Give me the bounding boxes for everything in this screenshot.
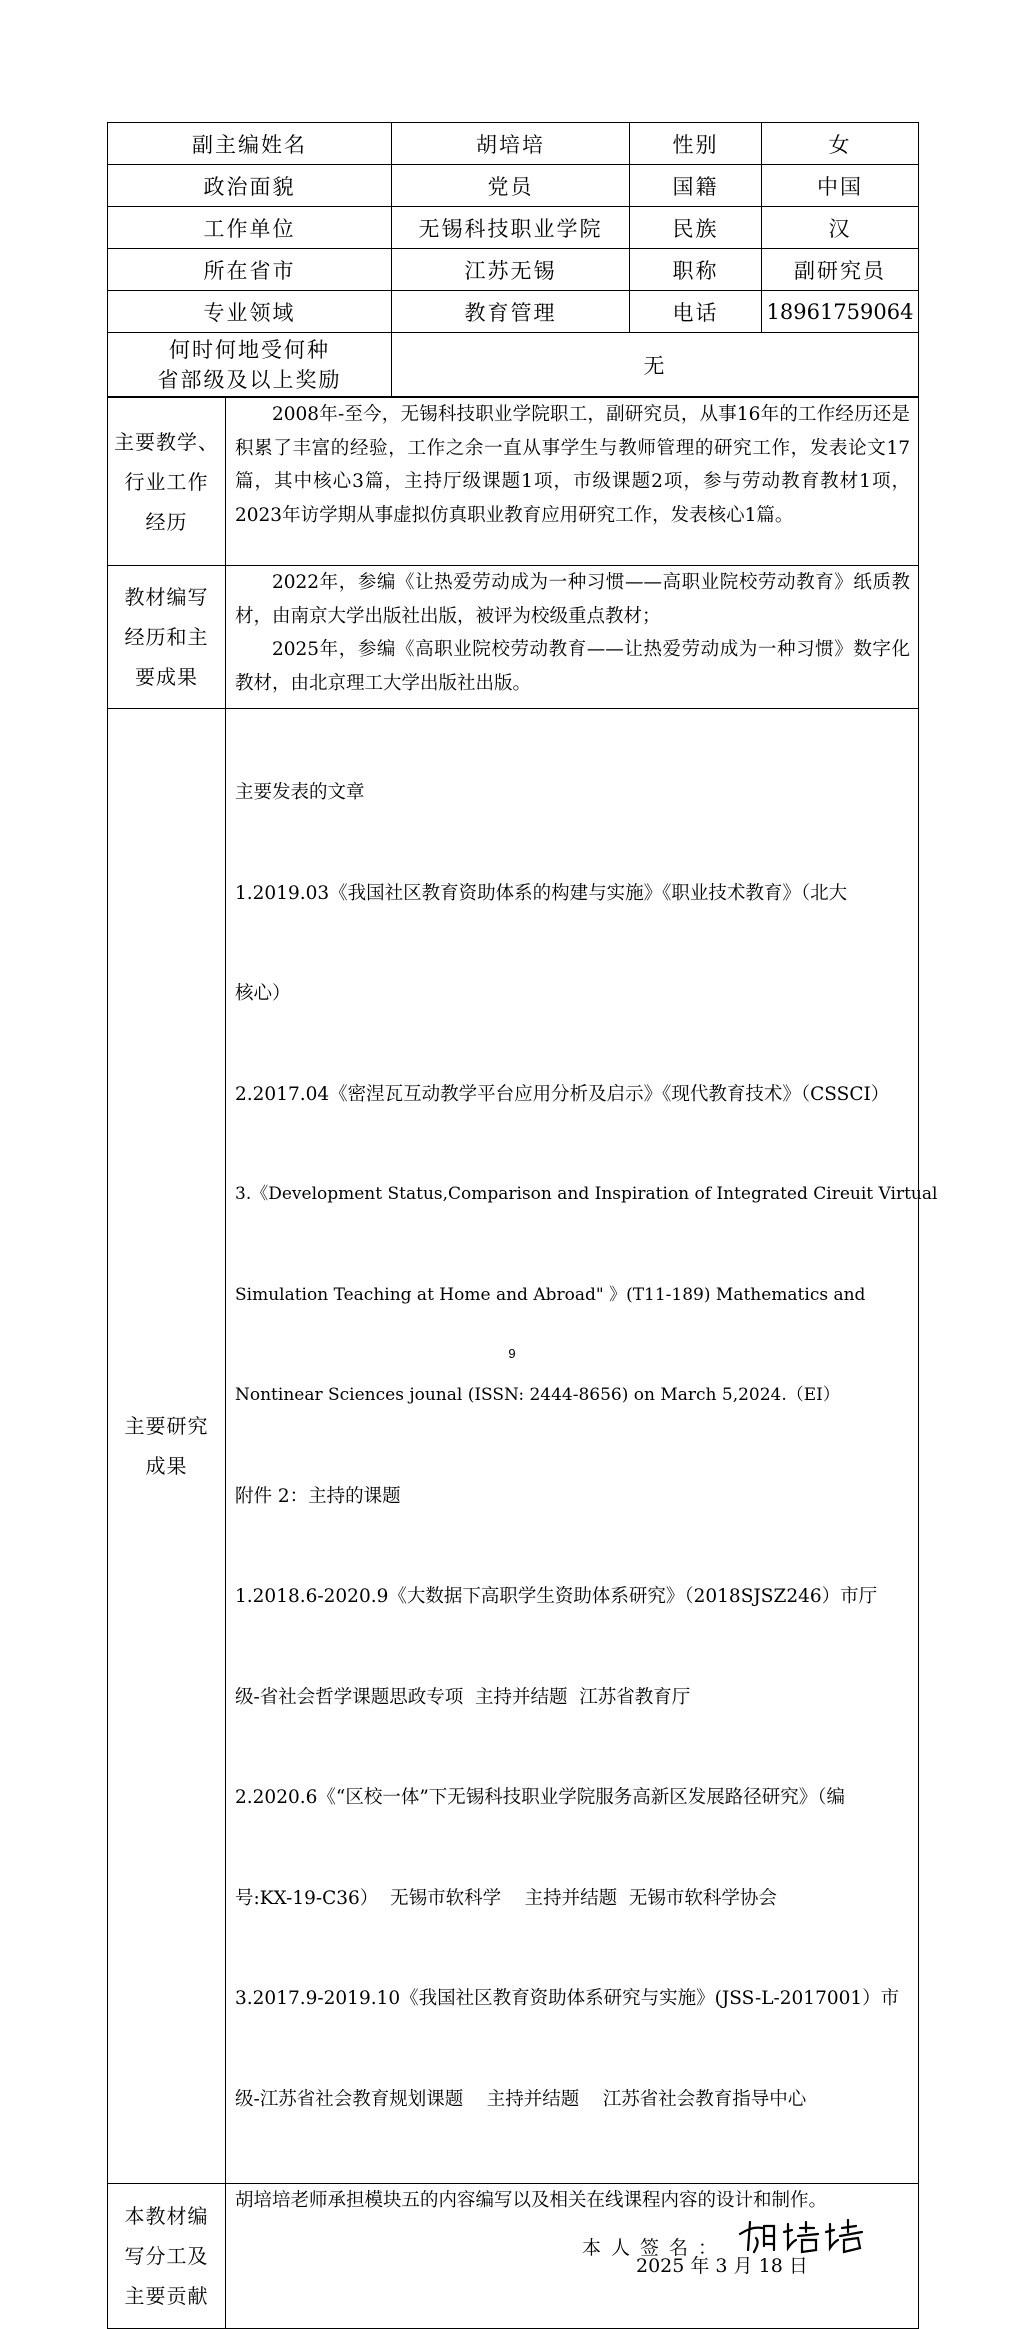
info-row bbox=[108, 291, 919, 333]
field-label: 性别 bbox=[630, 123, 762, 165]
field-label: 所在省市 bbox=[108, 249, 392, 291]
page-number: 9 bbox=[508, 1346, 516, 1361]
signature-date: 2025 年 3 月 18 日 bbox=[636, 2255, 808, 2277]
label-line: 主要教学、 bbox=[114, 429, 219, 454]
field-value: 汉 bbox=[762, 207, 919, 249]
contribution-text: 胡培培老师承担模块五的内容编写以及相关在线课程内容的设计和制作。 bbox=[235, 2190, 828, 2211]
textbooks-content bbox=[226, 566, 919, 709]
basic-info-table bbox=[107, 122, 919, 397]
research-content bbox=[226, 709, 938, 2184]
research-line: 级-省社会哲学课题思政专项 主持并结题 江苏省教育厅 bbox=[235, 1686, 691, 1708]
textbooks-row bbox=[108, 566, 919, 709]
award-label-line: 省部级及以上奖励 bbox=[157, 367, 342, 392]
experience-label bbox=[108, 398, 226, 566]
field-value: 党员 bbox=[392, 165, 630, 207]
label-line: 要成果 bbox=[135, 665, 198, 689]
signature-label: 本人签名： bbox=[582, 2236, 728, 2259]
research-line: 主要发表的文章 bbox=[235, 782, 365, 803]
info-row bbox=[108, 123, 919, 165]
label-line: 写分工及 bbox=[124, 2244, 209, 2268]
research-row bbox=[108, 709, 919, 2184]
research-line: 核心） bbox=[235, 983, 291, 1004]
research-line: 1.2019.03《我国社区教育资助体系的构建与实施》《职业技术教育》（北大 bbox=[235, 882, 848, 904]
field-label: 政治面貌 bbox=[108, 165, 392, 207]
experience-text: 2008年-至今，无锡科技职业学院职工，副研究员，从事16年的工作经历还是积累了丰富的经验，工作之余一直从事学生与教师管理的研究工作，发表论文17篇，其中核心3篇，主持厅级课题1项，市级课题2项，参与劳动教育教材1项，2023年访学期从事虚拟仿真职业教育应用研究工作，发表核心1篇。 bbox=[235, 404, 910, 526]
field-label: 国籍 bbox=[630, 165, 762, 207]
field-value: 江苏无锡 bbox=[392, 249, 630, 291]
label-line: 本教材编 bbox=[124, 2204, 209, 2228]
info-row bbox=[108, 249, 919, 291]
research-line: 3.《Development Status,Comparison and Inspiration of Integrated Cireuit Virtual bbox=[235, 1184, 938, 1204]
details-table bbox=[107, 397, 938, 2329]
field-value: 18961759064 bbox=[762, 291, 919, 333]
label-line: 主要贡献 bbox=[124, 2284, 209, 2308]
research-line: 附件 2：主持的课题 bbox=[235, 1485, 401, 1507]
contribution-row bbox=[108, 2184, 919, 2329]
award-row bbox=[108, 333, 919, 397]
field-value: 中国 bbox=[762, 165, 919, 207]
research-line: Nontinear Sciences jounal (ISSN: 2444-8656) on March 5,2024.（EI） bbox=[235, 1385, 840, 1405]
experience-row bbox=[108, 398, 919, 566]
research-line: Simulation Teaching at Home and Abroad" 》(T11-189) Mathematics and bbox=[235, 1284, 866, 1305]
signature-area bbox=[235, 2220, 910, 2268]
label-line: 经历和主 bbox=[124, 625, 209, 649]
label-line: 经历 bbox=[145, 509, 188, 534]
award-label-line: 何时何地受何种 bbox=[169, 337, 330, 362]
award-value: 无 bbox=[392, 333, 919, 397]
research-line: 3.2017.9-2019.10《我国社区教育资助体系研究与实施》(JSS-L-2017001）市 bbox=[235, 1988, 900, 2009]
textbook-paragraph: 2022年，参编《让热爱劳动成为一种习惯——高职业院校劳动教育》纸质教材，由南京大学出版社出版，被评为校级重点教材； bbox=[235, 572, 910, 627]
label-line: 主要研究 bbox=[124, 1414, 209, 1438]
field-value: 女 bbox=[762, 123, 919, 165]
research-line: 1.2018.6-2020.9《大数据下高职学生资助体系研究》（2018SJSZ246）市厅 bbox=[235, 1586, 878, 1607]
field-label: 职称 bbox=[630, 249, 762, 291]
field-label: 电话 bbox=[630, 291, 762, 333]
textbook-paragraph: 2025年，参编《高职业院校劳动教育——让热爱劳动成为一种习惯》数字化教材，由北京理工大学出版社出版。 bbox=[235, 639, 910, 694]
research-line: 2.2020.6《“区校一体”下无锡科技职业学院服务高新区发展路径研究》（编 bbox=[235, 1787, 846, 1808]
field-label: 专业领域 bbox=[108, 291, 392, 333]
info-row bbox=[108, 207, 919, 249]
textbooks-label bbox=[108, 566, 226, 709]
field-label: 工作单位 bbox=[108, 207, 392, 249]
info-row bbox=[108, 165, 919, 207]
field-value: 教育管理 bbox=[392, 291, 630, 333]
research-line: 级-江苏省社会教育规划课题 主持并结题 江苏省社会教育指导中心 bbox=[235, 2088, 807, 2110]
field-label: 民族 bbox=[630, 207, 762, 249]
research-line: 2.2017.04《密涅瓦互动教学平台应用分析及启示》《现代教育技术》（CSSCI） bbox=[235, 1083, 890, 1105]
field-value: 胡培培 bbox=[392, 123, 630, 165]
contribution-content bbox=[226, 2184, 919, 2329]
experience-content bbox=[226, 398, 919, 566]
label-line: 行业工作 bbox=[124, 469, 209, 494]
field-value: 副研究员 bbox=[762, 249, 919, 291]
label-line: 教材编写 bbox=[124, 585, 209, 609]
contribution-label bbox=[108, 2184, 226, 2329]
research-line: 号:KX-19-C36） 无锡市软科学 主持并结题 无锡市软科学协会 bbox=[235, 1887, 777, 1909]
field-label: 副主编姓名 bbox=[108, 123, 392, 165]
field-value: 无锡科技职业学院 bbox=[392, 207, 630, 249]
award-label bbox=[108, 333, 392, 397]
label-line: 成果 bbox=[145, 1454, 188, 1478]
research-label bbox=[108, 709, 226, 2184]
